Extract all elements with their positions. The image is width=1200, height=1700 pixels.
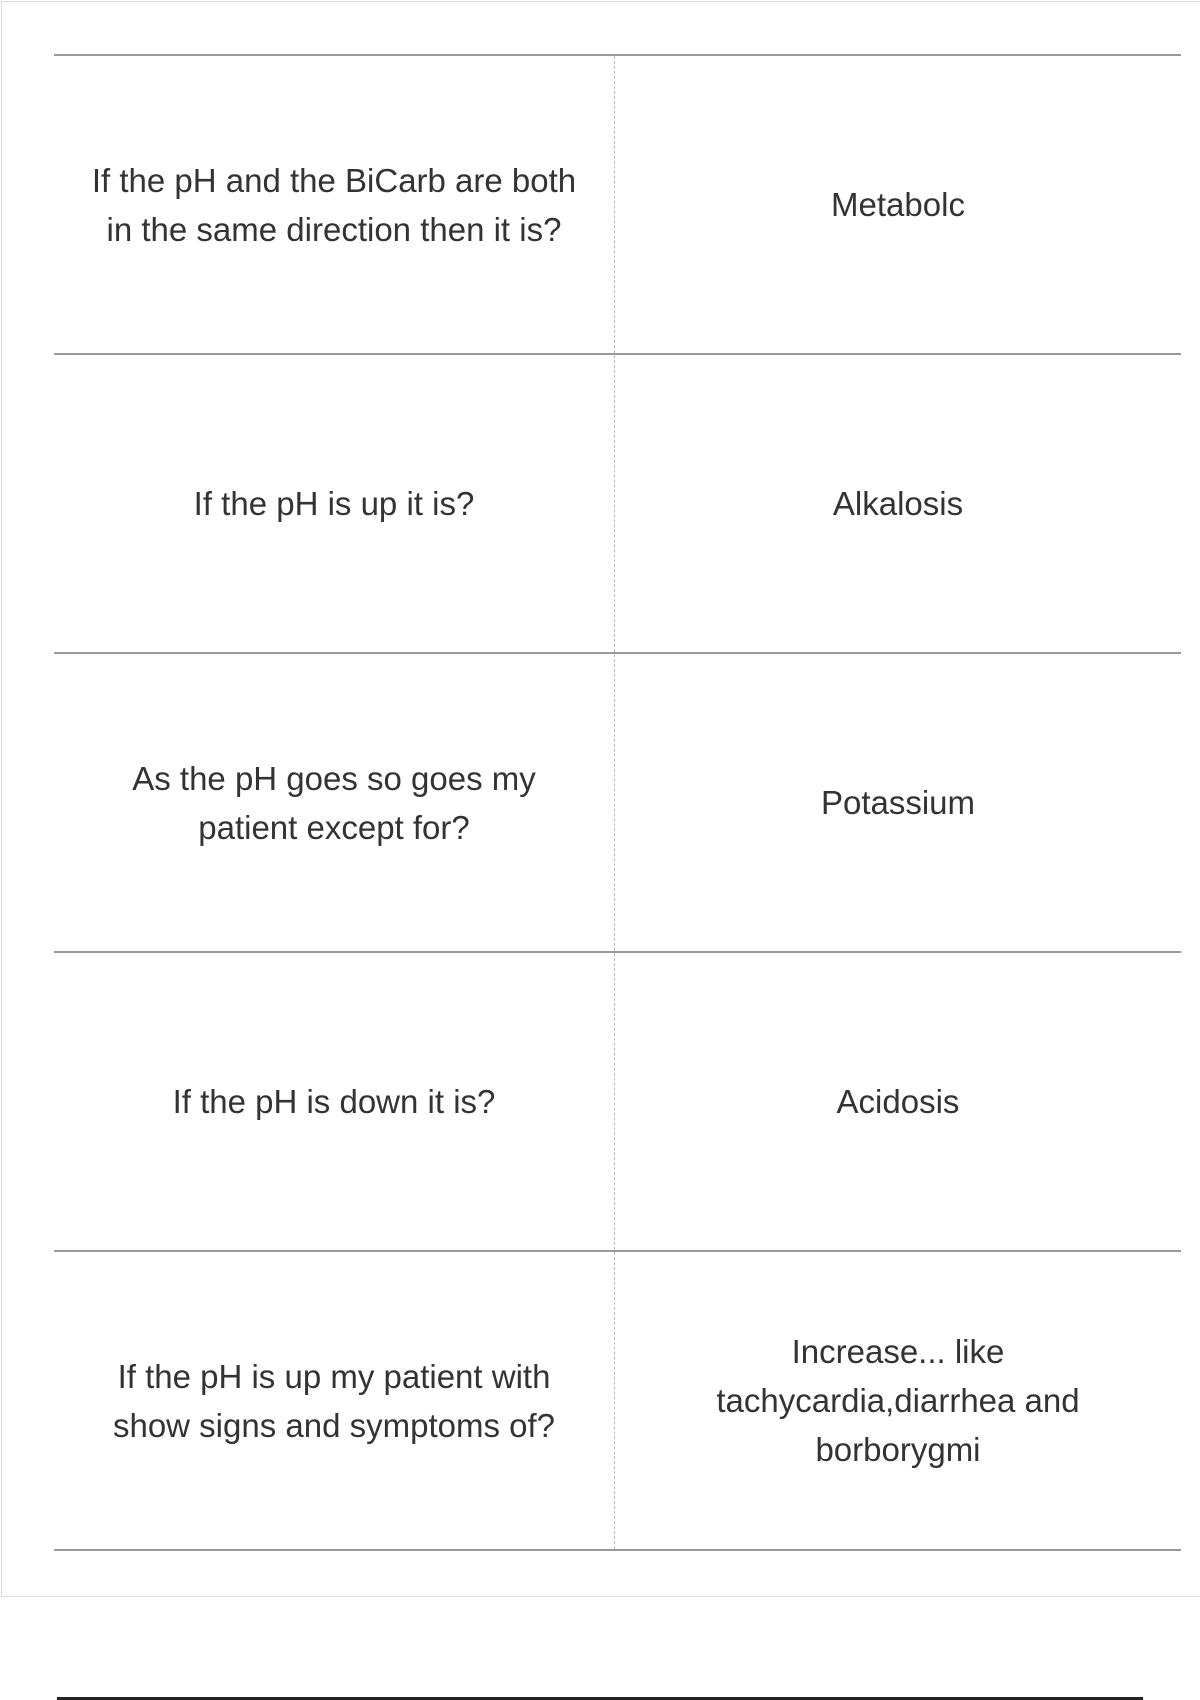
flashcard-row <box>54 1252 1181 1551</box>
term-text: If the pH is up my patient with show signs and symptoms of? <box>112 1357 556 1444</box>
flashcard-term <box>54 355 615 652</box>
definition-text: Increase... like tachycardia,diarrhea and borborygmi <box>716 1333 1080 1468</box>
flashcard-term <box>54 654 615 951</box>
flashcard-term <box>54 953 615 1250</box>
definition-text: Acidosis <box>836 1083 960 1120</box>
flashcard-definition <box>615 654 1181 951</box>
flashcard-term <box>54 56 615 353</box>
flashcard-definition <box>615 953 1181 1250</box>
flashcard-row <box>54 56 1181 355</box>
flashcard-table <box>54 54 1181 1551</box>
flashcard-row <box>54 355 1181 654</box>
flashcard-page <box>1 1 1200 1597</box>
flashcard-definition <box>615 1252 1181 1549</box>
term-text: If the pH is up it is? <box>193 485 475 522</box>
flashcard-row <box>54 953 1181 1252</box>
term-text: If the pH and the BiCarb are both in the same direction then it is? <box>91 161 577 248</box>
definition-text: Alkalosis <box>832 485 964 522</box>
definition-text: Metabolc <box>831 186 965 223</box>
definition-text: Potassium <box>820 784 976 821</box>
flashcard-definition <box>615 56 1181 353</box>
flashcard-definition <box>615 355 1181 652</box>
term-text: If the pH is down it is? <box>172 1083 496 1120</box>
term-text: As the pH goes so goes my patient except for? <box>132 759 536 846</box>
flashcard-row <box>54 654 1181 953</box>
flashcard-term <box>54 1252 615 1549</box>
